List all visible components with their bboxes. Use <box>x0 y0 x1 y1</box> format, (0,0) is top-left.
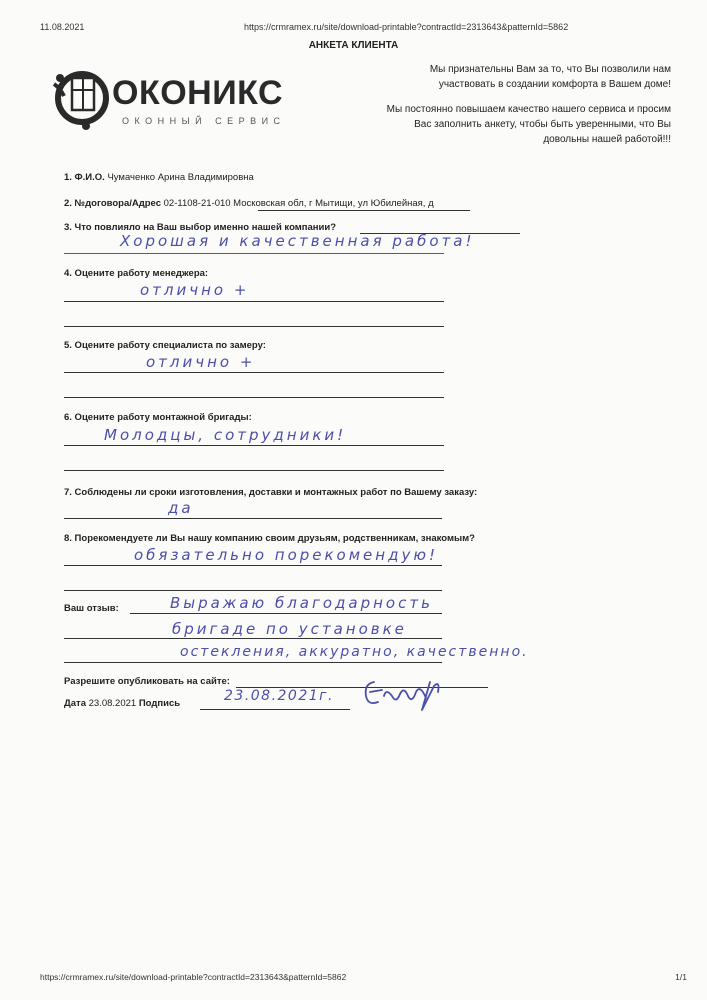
question-8 <box>64 533 475 544</box>
underline <box>258 210 470 211</box>
publish-section <box>64 676 230 687</box>
date-label: Дата <box>64 698 86 709</box>
footer-url: https://crmramex.ru/site/download-printable?contractId=2313643&patternId=5862 <box>40 972 347 982</box>
intro-line: Вас заполнить анкету, чтобы быть уверенными, что Вы <box>414 119 671 130</box>
signature-icon <box>360 676 450 712</box>
answer-line <box>64 662 442 663</box>
intro-line: Мы постоянно повышаем качество нашего сервиса и просим <box>386 104 671 115</box>
intro-line: довольны нашей работой!!! <box>543 134 671 145</box>
print-url: https://crmramex.ru/site/download-printable?contractId=2313643&patternId=5862 <box>244 22 569 32</box>
review-line-1: Выражаю благодарность <box>170 594 433 612</box>
answer-line <box>64 470 444 471</box>
answer-line <box>64 301 444 302</box>
question-4 <box>64 268 208 279</box>
form-title: АНКЕТА КЛИЕНТА <box>308 40 399 51</box>
answer-6: Молодцы, сотрудники! <box>104 426 347 444</box>
review-line-3: остекления, аккуратно, качественно. <box>180 644 529 660</box>
answer-line <box>64 253 444 254</box>
page-number: 1/1 <box>675 972 687 982</box>
question-4-label: 4. Оцените работу менеджера: <box>64 268 209 279</box>
print-date: 11.08.2021 <box>40 22 85 32</box>
answer-3: Хорошая и качественная работа! <box>120 232 475 250</box>
answer-line <box>64 638 442 639</box>
answer-5: отлично + <box>146 353 256 371</box>
intro-paragraph-2 <box>387 102 671 147</box>
date-signature-section <box>64 698 180 709</box>
question-3-label: 3. Что повлияло на Ваш выбор именно нашей компании? <box>64 222 337 233</box>
question-7-label: 7. Соблюдены ли сроки изготовления, доставки и монтажных работ по Вашему заказу: <box>64 487 478 498</box>
question-8-label: 8. Порекомендуете ли Вы нашу компанию своим друзьям, родственникам, знакомым? <box>64 533 475 544</box>
signature-label: Подпись <box>138 698 181 709</box>
review-section <box>64 603 119 614</box>
intro-line: Мы признательны Вам за то, что Вы позволили нам <box>429 64 671 75</box>
review-line-2: бригаде по установке <box>172 620 407 638</box>
question-6 <box>64 412 252 423</box>
logo-name: ОКОНИКС <box>112 74 283 112</box>
review-label: Ваш отзыв: <box>64 603 119 614</box>
date-value: 23.08.2021 <box>88 698 137 709</box>
question-7 <box>64 487 477 498</box>
question-5 <box>64 340 266 351</box>
question-2 <box>64 198 434 209</box>
handwritten-date: 23.08.2021г. <box>224 688 334 704</box>
answer-7: да <box>168 499 194 517</box>
answer-line <box>64 445 444 446</box>
answer-line <box>130 613 442 614</box>
question-6-label: 6. Оцените работу монтажной бригады: <box>64 412 252 423</box>
answer-line <box>64 397 444 398</box>
answer-line <box>64 590 442 591</box>
question-5-label: 5. Оцените работу специалиста по замеру: <box>64 340 266 351</box>
client-name: Чумаченко Арина Владимировна <box>107 172 254 183</box>
answer-line <box>64 372 444 373</box>
question-1 <box>64 172 254 183</box>
contract-address: 02-1108-21-010 Московская обл, г Мытищи, ул Юбилейная, д <box>163 198 434 209</box>
logo-subtitle: ОКОННЫЙ СЕРВИС <box>122 116 286 126</box>
question-2-label: 2. №договора/Адрес <box>64 198 161 209</box>
answer-line <box>64 565 442 566</box>
intro-line: участвовать в создании комфорта в Вашем доме! <box>438 79 671 90</box>
answer-4: отлично + <box>140 281 250 299</box>
question-1-label: 1. Ф.И.О. <box>64 172 105 183</box>
publish-label: Разрешите опубликовать на сайте: <box>64 676 230 687</box>
answer-line <box>64 326 444 327</box>
answer-line <box>64 518 442 519</box>
answer-8: обязательно порекомендую! <box>134 546 438 564</box>
intro-paragraph-1 <box>430 62 671 92</box>
signature-line <box>200 709 350 710</box>
